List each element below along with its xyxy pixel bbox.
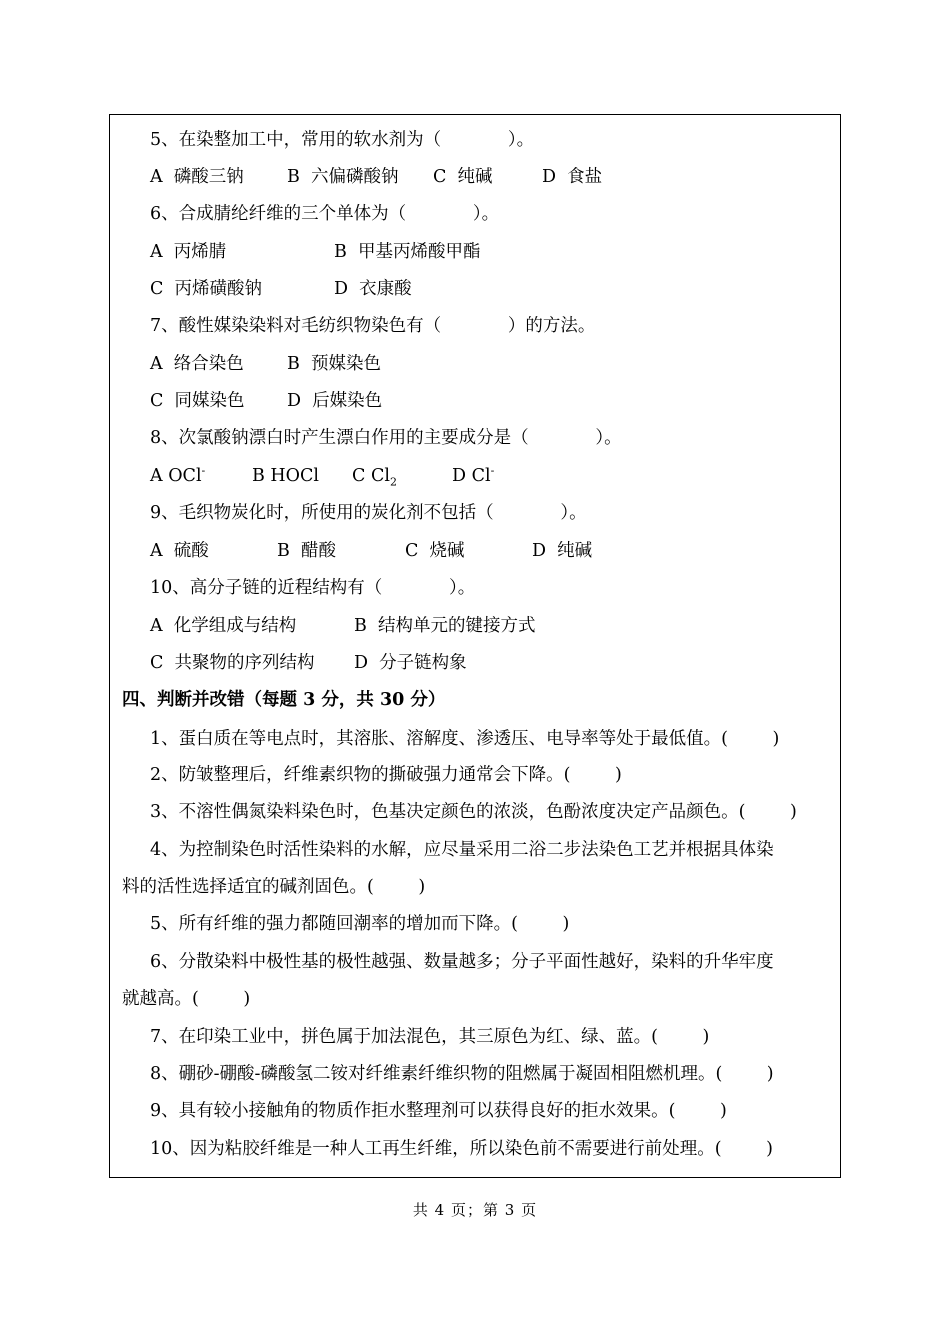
judge-item-9: 9、具有较小接触角的物质作拒水整理剂可以获得良好的拒水效果。( ) [150, 1101, 727, 1121]
judge-item-4-cont: 料的活性选择适宜的碱剂固色。( ) [122, 877, 426, 897]
option-10d: D 分子链构象 [354, 653, 467, 673]
question-8: 8、次氯酸钠漂白时产生漂白作用的主要成分是（ ）。 [150, 428, 622, 448]
option-8d: D Cl- [452, 464, 495, 486]
judge-item-5: 5、所有纤维的强力都随回潮率的增加而下降。( ) [150, 914, 570, 934]
option-7c: C 同媒染色 [150, 391, 245, 411]
option-9b: B 醋酸 [277, 541, 336, 561]
option-10a: A 化学组成与结构 [150, 616, 297, 636]
option-7d: D 后媒染色 [287, 391, 383, 411]
option-5c: C 纯碱 [433, 167, 493, 187]
option-10b: B 结构单元的键接方式 [354, 616, 536, 636]
page-footer: 共 4 页；第 3 页 [412, 1201, 538, 1219]
judge-item-7: 7、在印染工业中，拼色属于加法混色，其三原色为红、绿、蓝。( ) [150, 1027, 710, 1047]
section-4-heading: 四、判断并改错（每题 3 分，共 30 分） [122, 690, 446, 710]
option-9d: D 纯碱 [532, 541, 593, 561]
question-5: 5、在染整加工中，常用的软水剂为（ ）。 [150, 130, 535, 150]
option-7b: B 预媒染色 [287, 354, 381, 374]
option-9c: C 烧碱 [405, 541, 465, 561]
judge-item-2: 2、防皱整理后，纤维素织物的撕破强力通常会下降。( ) [150, 765, 622, 785]
question-10: 10、高分子链的近程结构有（ ）。 [150, 578, 476, 598]
judge-item-4: 4、为控制染色时活性染料的水解，应尽量采用二浴二步法染色工艺并根据具体染 [150, 840, 774, 860]
judge-item-10: 10、因为粘胶纤维是一种人工再生纤维，所以染色前不需要进行前处理。( ) [150, 1139, 773, 1159]
option-7a: A 络合染色 [150, 354, 244, 374]
question-9: 9、毛织物炭化时，所使用的炭化剂不包括（ ）。 [150, 503, 587, 523]
option-8a: A OCl- [150, 464, 206, 486]
option-6a: A 丙烯腈 [150, 242, 227, 262]
option-5b: B 六偏磷酸钠 [287, 167, 399, 187]
option-6d: D 衣康酸 [334, 279, 412, 299]
judge-item-6: 6、分散染料中极性基的极性越强、数量越多；分子平面性越好，染料的升华牢度 [150, 952, 774, 972]
option-6b: B 甲基丙烯酸甲酯 [334, 242, 481, 262]
question-6: 6、合成腈纶纤维的三个单体为（ ）。 [150, 204, 500, 224]
option-8b: B HOCl [252, 466, 320, 486]
option-10c: C 共聚物的序列结构 [150, 653, 315, 673]
judge-item-6-cont: 就越高。( ) [122, 989, 251, 1009]
option-8c: C $Cl_2$ [352, 466, 397, 489]
option-5a: A 磷酸三钠 [150, 167, 244, 187]
judge-item-3: 3、不溶性偶氮染料染色时，色基决定颜色的浓淡，色酚浓度决定产品颜色。( ) [150, 802, 797, 822]
question-7: 7、酸性媒染染料对毛纺织物染色有（ ）的方法。 [150, 316, 596, 336]
judge-item-8: 8、硼砂-硼酸-磷酸氢二铵对纤维素纤维织物的阻燃属于凝固相阻燃机理。( ) [150, 1064, 774, 1084]
option-6c: C 丙烯磺酸钠 [150, 279, 263, 299]
option-9a: A 硫酸 [150, 541, 209, 561]
exam-frame [109, 114, 841, 1178]
judge-item-1: 1、蛋白质在等电点时，其溶胀、溶解度、渗透压、电导率等处于最低值。( ) [150, 729, 780, 749]
option-5d: D 食盐 [542, 167, 603, 187]
